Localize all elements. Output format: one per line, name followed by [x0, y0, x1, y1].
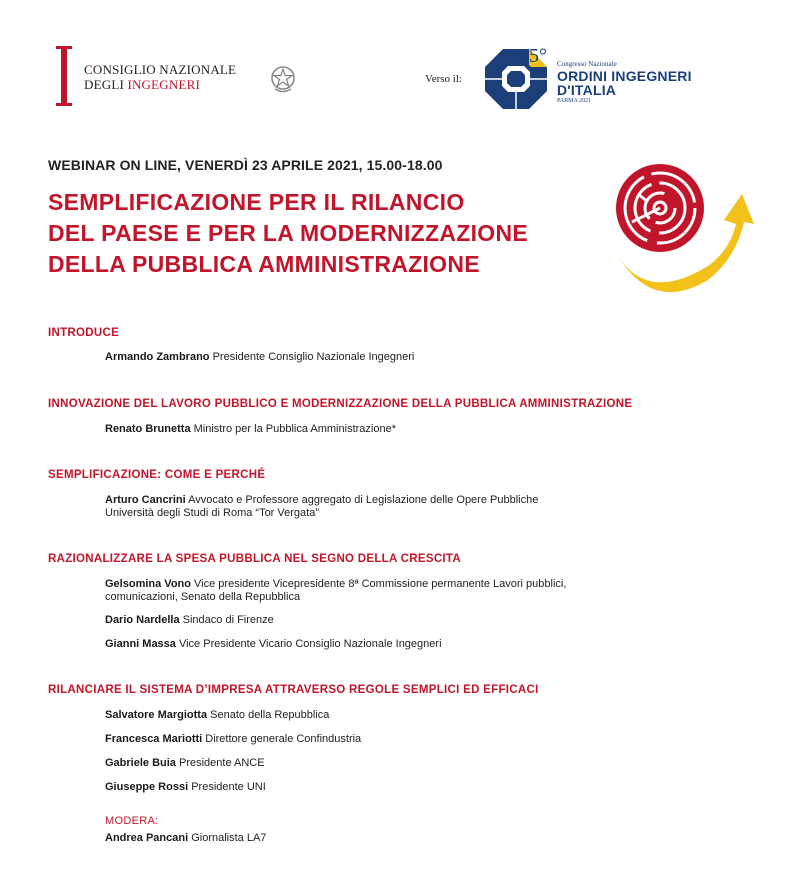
- speaker-role: Presidente ANCE: [175, 757, 265, 769]
- section-heading-semplificazione: SEMPLIFICAZIONE: COME E PERCHÉ: [48, 469, 266, 481]
- cni-name-line2a: DEGLI: [84, 77, 128, 92]
- congress-title-line2: D'ITALIA: [557, 82, 617, 98]
- speaker-entry: [105, 423, 396, 436]
- speaker-name: Armando Zambrano: [105, 351, 210, 363]
- speaker-name: Gianni Massa: [105, 638, 176, 650]
- speaker-role: Vice presidente Vicepresidente 8ª Commissione permanente Lavori pubblici,: [190, 578, 567, 590]
- speaker-role-line2: Università degli Studi di Roma “Tor Vergata”: [105, 507, 319, 519]
- speaker-role-line2: comunicazioni, Senato della Repubblica: [105, 591, 301, 603]
- congress-number: 65°: [519, 45, 547, 67]
- webinar-date-line: WEBINAR ON LINE, VENERDÌ 23 APRILE 2021, 15.00-18.00: [48, 157, 443, 173]
- speaker-entry: [105, 832, 266, 845]
- speaker-role: Giornalista LA7: [188, 832, 267, 844]
- speaker-role: Sindaco di Firenze: [179, 614, 274, 626]
- speaker-entry: [105, 638, 442, 651]
- title-line-2: DEL PAESE E PER LA MODERNIZZAZIONE: [48, 220, 529, 246]
- speaker-role: Presidente UNI: [188, 781, 266, 793]
- cni-name: [84, 62, 236, 92]
- congress-city: PARMA 2021: [557, 98, 591, 104]
- cni-name-line1: CONSIGLIO NAZIONALE: [84, 62, 237, 77]
- speaker-entry: [105, 709, 329, 722]
- cni-name-line2b: INGEGNERI: [127, 77, 201, 92]
- speaker-name: Giuseppe Rossi: [105, 781, 189, 793]
- speaker-name: Gelsomina Vono: [105, 578, 191, 590]
- speaker-entry: [105, 494, 538, 520]
- speaker-entry: [105, 757, 265, 770]
- cni-logo-icon: [56, 46, 72, 106]
- speaker-entry: [105, 781, 266, 794]
- target-arrow-icon: [608, 158, 758, 298]
- speaker-name: Andrea Pancani: [105, 832, 189, 844]
- congress-title-line1: ORDINI INGEGNERI: [557, 68, 692, 84]
- speaker-entry: [105, 614, 274, 627]
- speaker-name: Francesca Mariotti: [105, 733, 203, 745]
- speaker-entry: [105, 578, 566, 604]
- page-title: [48, 187, 528, 280]
- speaker-role: Senato della Repubblica: [207, 709, 330, 721]
- speaker-name: Dario Nardella: [105, 614, 180, 626]
- title-line-3: DELLA PUBBLICA AMMINISTRAZIONE: [48, 251, 480, 277]
- speaker-role: Avvocato e Professore aggregato di Legislazione delle Opere Pubbliche: [185, 494, 539, 506]
- speaker-name: Salvatore Margiotta: [105, 709, 208, 721]
- speaker-entry: [105, 351, 414, 364]
- speaker-name: Arturo Cancrini: [105, 494, 186, 506]
- speaker-entry: [105, 733, 361, 746]
- section-heading-rilanciare: RILANCIARE IL SISTEMA D’IMPRESA ATTRAVERSO REGOLE SEMPLICI ED EFFICACI: [48, 684, 539, 696]
- congress-subtitle: Congresso Nazionale: [557, 60, 617, 68]
- moderator-label: MODERA:: [105, 815, 159, 827]
- speaker-role: Direttore generale Confindustria: [202, 733, 362, 745]
- speaker-name: Renato Brunetta: [105, 423, 191, 435]
- section-heading-razionalizzare: RAZIONALIZZARE LA SPESA PUBBLICA NEL SEGNO DELLA CRESCITA: [48, 553, 462, 565]
- verso-label: Verso il:: [425, 73, 462, 85]
- speaker-name: Gabriele Buia: [105, 757, 176, 769]
- congress-title: [557, 69, 692, 97]
- title-line-1: SEMPLIFICAZIONE PER IL RILANCIO: [48, 189, 465, 215]
- italian-republic-emblem-icon: [270, 64, 296, 94]
- speaker-role: Presidente Consiglio Nazionale Ingegneri: [209, 351, 415, 363]
- section-heading-introduce: INTRODUCE: [48, 327, 120, 339]
- speaker-role: Vice Presidente Vicario Consiglio Nazionale Ingegneri: [175, 638, 442, 650]
- section-heading-innovazione: INNOVAZIONE DEL LAVORO PUBBLICO E MODERNIZZAZIONE DELLA PUBBLICA AMMINISTRAZIONE: [48, 398, 633, 410]
- speaker-role: Ministro per la Pubblica Amministrazione*: [190, 423, 396, 435]
